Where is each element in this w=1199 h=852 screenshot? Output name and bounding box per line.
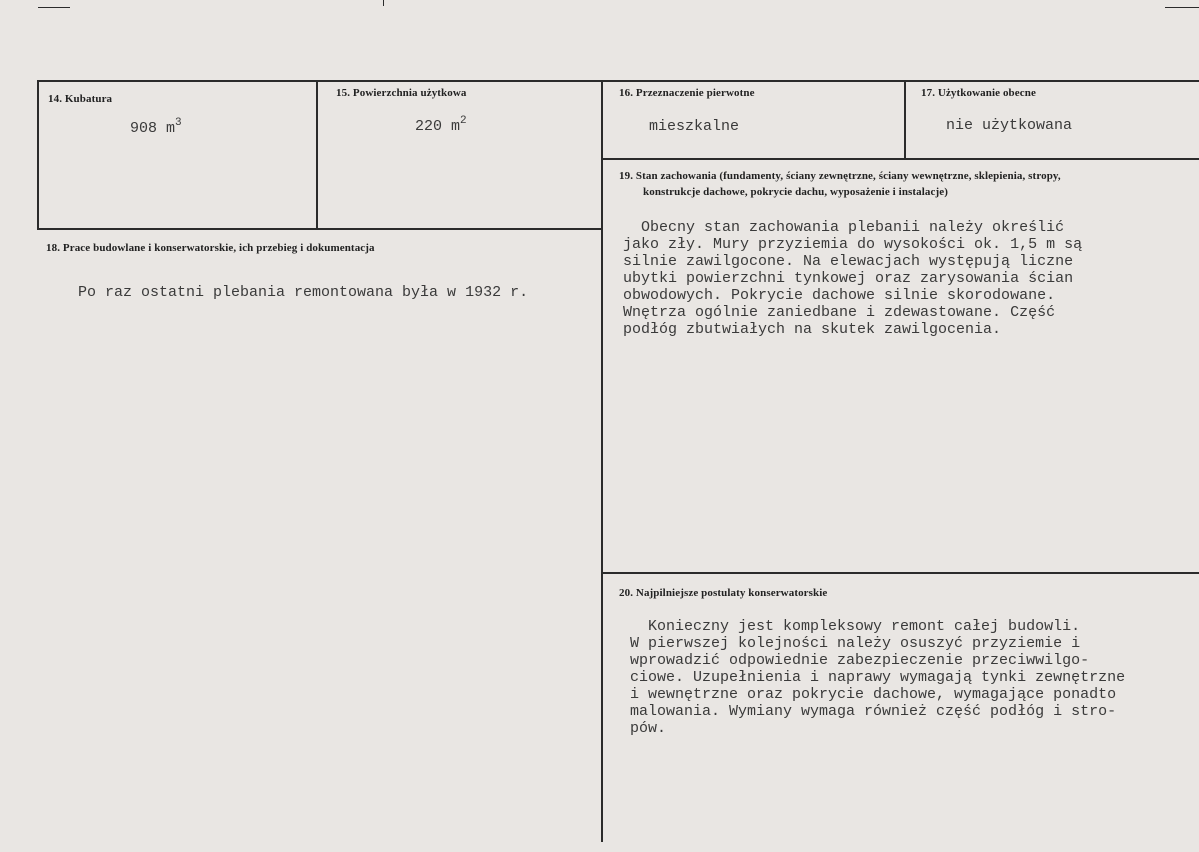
field-18-value: Po raz ostatni plebania remontowana była w 1932 r.	[78, 284, 529, 301]
grid-rule-row2-right	[602, 572, 1199, 574]
field-20-line: ciowe. Uzupełnienia i naprawy wymagają tynki zewnętrzne	[630, 669, 1126, 686]
field-19-line: podłóg zbutwiałych na skutek zawilgocenia.	[623, 321, 1002, 338]
field-16-value: mieszkalne	[649, 118, 740, 135]
top-tick	[383, 0, 384, 6]
field-14-label: 14. Kubatura	[48, 93, 113, 105]
grid-top-rule	[37, 80, 1199, 82]
field-20-line: i wewnętrzne oraz pokrycie dachowe, wymagające ponadto	[630, 686, 1117, 703]
grid-divider-16-17	[904, 80, 906, 160]
field-19-line: ubytki powierzchni tynkowej oraz zarysowania ścian	[623, 270, 1074, 287]
field-19-line: jako zły. Mury przyziemia do wysokości ok. 1,5 m są	[623, 236, 1083, 253]
field-18-label: 18. Prace budowlane i konserwatorskie, ich przebieg i dokumentacja	[46, 242, 375, 254]
field-20-line: wprowadzić odpowiednie zabezpieczenie przeciwwilgo-	[630, 652, 1090, 669]
field-17-label: 17. Użytkowanie obecne	[921, 87, 1036, 99]
field-16-label: 16. Przeznaczenie pierwotne	[619, 87, 755, 99]
top-rule-right	[1165, 7, 1199, 8]
field-20-line: pów.	[630, 720, 667, 737]
field-20-line: Konieczny jest kompleksowy remont całej budowli.	[630, 618, 1081, 635]
grid-divider-14-15	[316, 80, 318, 230]
grid-left-edge	[37, 80, 39, 230]
top-rule-left	[38, 7, 70, 8]
field-14-value	[130, 117, 182, 138]
grid-rule-row1-left	[37, 228, 603, 230]
field-19-line: Obecny stan zachowania plebanii należy określić	[623, 219, 1065, 236]
grid-center-divider	[601, 80, 603, 842]
field-20-line: malowania. Wymiany wymaga również część podłóg i stro-	[630, 703, 1117, 720]
field-14-exponent: 3	[175, 117, 182, 129]
field-14-number: 908 m	[130, 120, 176, 137]
field-19-line: Wnętrza ogólnie zaniedbane i zdewastowane. Część	[623, 304, 1056, 321]
field-15-exponent: 2	[460, 115, 467, 127]
field-15-value	[415, 115, 467, 136]
field-20-label: 20. Najpilniejsze postulaty konserwatorskie	[619, 587, 828, 599]
field-19-label-line2: konstrukcje dachowe, pokrycie dachu, wyposażenie i instalacje)	[643, 186, 949, 198]
field-19-line: obwodowych. Pokrycie dachowe silnie skorodowane.	[623, 287, 1056, 304]
field-15-label: 15. Powierzchnia użytkowa	[336, 87, 467, 99]
field-20-line: W pierwszej kolejności należy osuszyć przyziemie i	[630, 635, 1081, 652]
field-17-value: nie użytkowana	[946, 117, 1073, 134]
field-15-number: 220 m	[415, 118, 461, 135]
field-19-label-line1: 19. Stan zachowania (fundamenty, ściany zewnętrzne, ściany wewnętrzne, sklepienia, stropy,	[619, 170, 1061, 182]
field-19-line: silnie zawilgocone. Na elewacjach występują liczne	[623, 253, 1074, 270]
grid-rule-row1-right	[602, 158, 1199, 160]
